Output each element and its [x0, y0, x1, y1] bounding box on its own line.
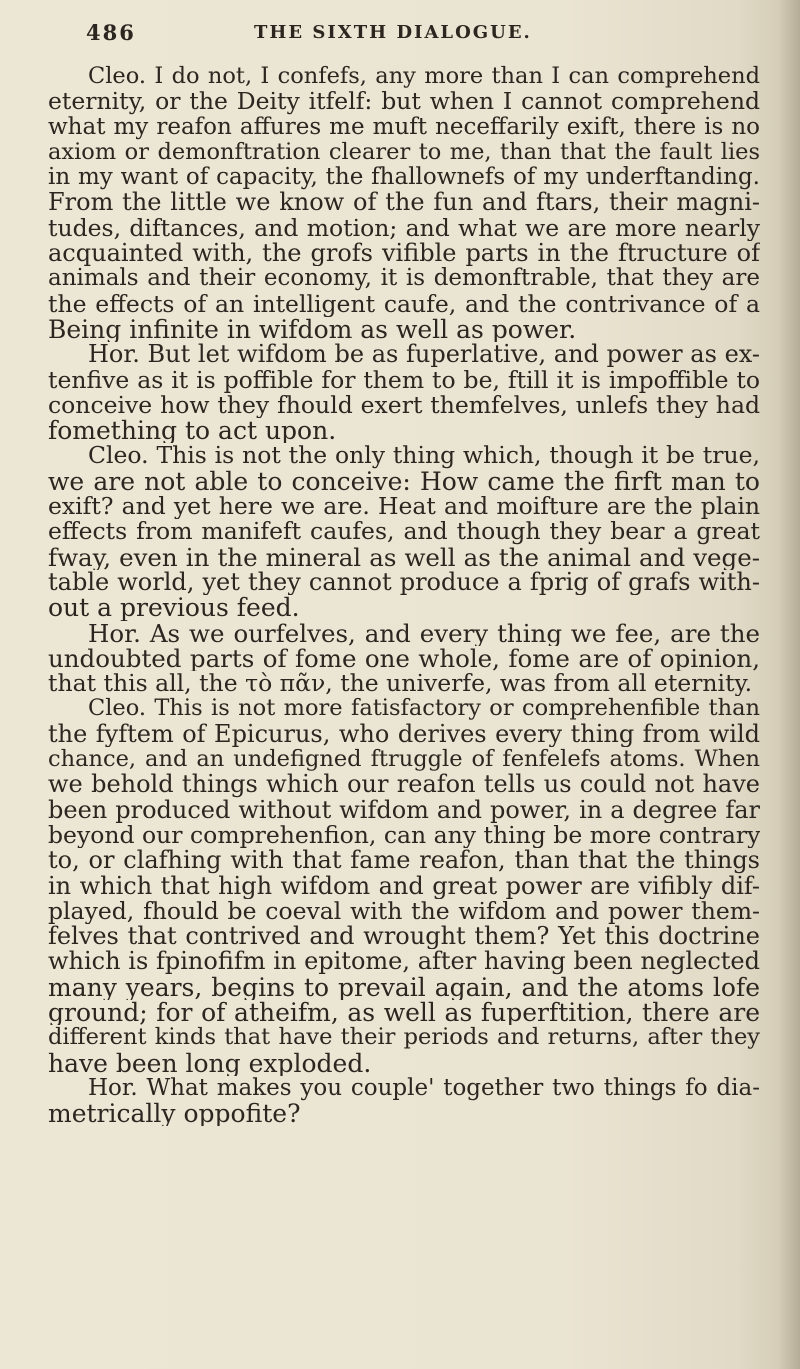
text-line: chance, and an undefigned ftruggle of fenfelefs atoms. When [48, 747, 760, 773]
text-line: fomething to act upon. [48, 418, 337, 444]
text-line: we behold things which our reafon tells us could not have [48, 772, 760, 798]
text-line: undoubted parts of fome one whole, fome are of opinion, [48, 645, 760, 672]
text-line: played, fhould be coeval with the wifdom and power them- [48, 898, 760, 925]
text-line: eternity, or the Deity itfelf: but when I cannot comprehend [48, 89, 760, 115]
running-title: THE SIXTH DIALOGUE. [254, 22, 532, 43]
text-line: to, or clafhing with that fame reafon, than that the things [48, 848, 760, 874]
text-line: Cleo. This is not more fatisfactory or comprehenfible than [88, 696, 760, 722]
text-line: have been long exploded. [48, 1050, 372, 1076]
text-line: Cleo. This is not the only thing which, though it be true, [88, 443, 760, 469]
text-line: beyond our comprehenfion, can any thing be more contrary [48, 822, 760, 849]
page-number: 486 [86, 20, 136, 45]
text-line: Being infinite in wifdom as well as power. [48, 316, 577, 343]
text-line: table world, yet they cannot produce a fprig of grafs with- [48, 569, 760, 596]
text-line: in which that high wifdom and great power are vifibly dif- [48, 873, 760, 899]
text-line: tenfive as it is poffible for them to be, ftill it is impoffible to [48, 367, 760, 393]
text-line: exift? and yet here we are. Heat and moifture are the plain [48, 494, 760, 520]
text-line: out a previous feed. [48, 595, 300, 621]
text-line: many years, begins to prevail again, and the atoms lofe [48, 974, 760, 1000]
page-header [86, 18, 776, 58]
text-line: animals and their economy, it is demonftrable, that they are [48, 266, 760, 292]
text-line: acquainted with, the grofs vifible parts in the ftructure of [48, 241, 760, 267]
text-line: we are not able to conceive: How came the firft man to [48, 468, 760, 495]
dialogue-text [48, 64, 760, 1126]
text-line: tudes, diftances, and motion; and what we are more nearly [48, 215, 760, 242]
text-line: Hor. But let wifdom be as fuperlative, and power as ex- [88, 342, 760, 368]
text-line: different kinds that have their periods and returns, after they [48, 1025, 760, 1051]
text-line: axiom or demonftration clearer to me, than that the fault lies [48, 139, 760, 165]
text-line: ground; for of atheifm, as well as fuperftition, there are [48, 999, 760, 1026]
text-line: felves that contrived and wrought them? Yet this doctrine [48, 924, 760, 950]
text-line: which is fpinofifm in epitome, after having been neglected [48, 949, 760, 975]
text-line: that this all, the τὸ πᾶν, the univerfe, was from all eternity. [48, 671, 753, 697]
text-line: what my reafon affures me muft neceffarily exift, there is no [48, 114, 760, 140]
text-line: been produced without wifdom and power, in a degree far [48, 797, 760, 823]
text-line: fway, even in the mineral as well as the animal and vege- [48, 544, 760, 570]
text-line: Hor. As we ourfelves, and every thing we fee, are the [88, 620, 760, 646]
page-gutter-shadow [778, 0, 800, 1369]
text-line: From the little we know of the fun and ftars, their magni- [48, 190, 760, 216]
text-line: Hor. What makes you couple' together two things fo dia- [88, 1075, 760, 1101]
text-line: Cleo. I do not, I confefs, any more than I can comprehend [88, 64, 760, 89]
text-line: in my want of capacity, the fhallownefs of my underftanding. [48, 165, 760, 191]
text-line: metrically oppofite? [48, 1101, 301, 1127]
text-line: the effects of an intelligent caufe, and the contrivance of a [48, 291, 760, 317]
text-line: the fyftem of Epicurus, who derives every thing from wild [48, 721, 760, 748]
text-line: conceive how they fhould exert themfelves, unlefs they had [48, 392, 760, 419]
text-line: effects from manifeft caufes, and though they bear a great [48, 519, 760, 545]
